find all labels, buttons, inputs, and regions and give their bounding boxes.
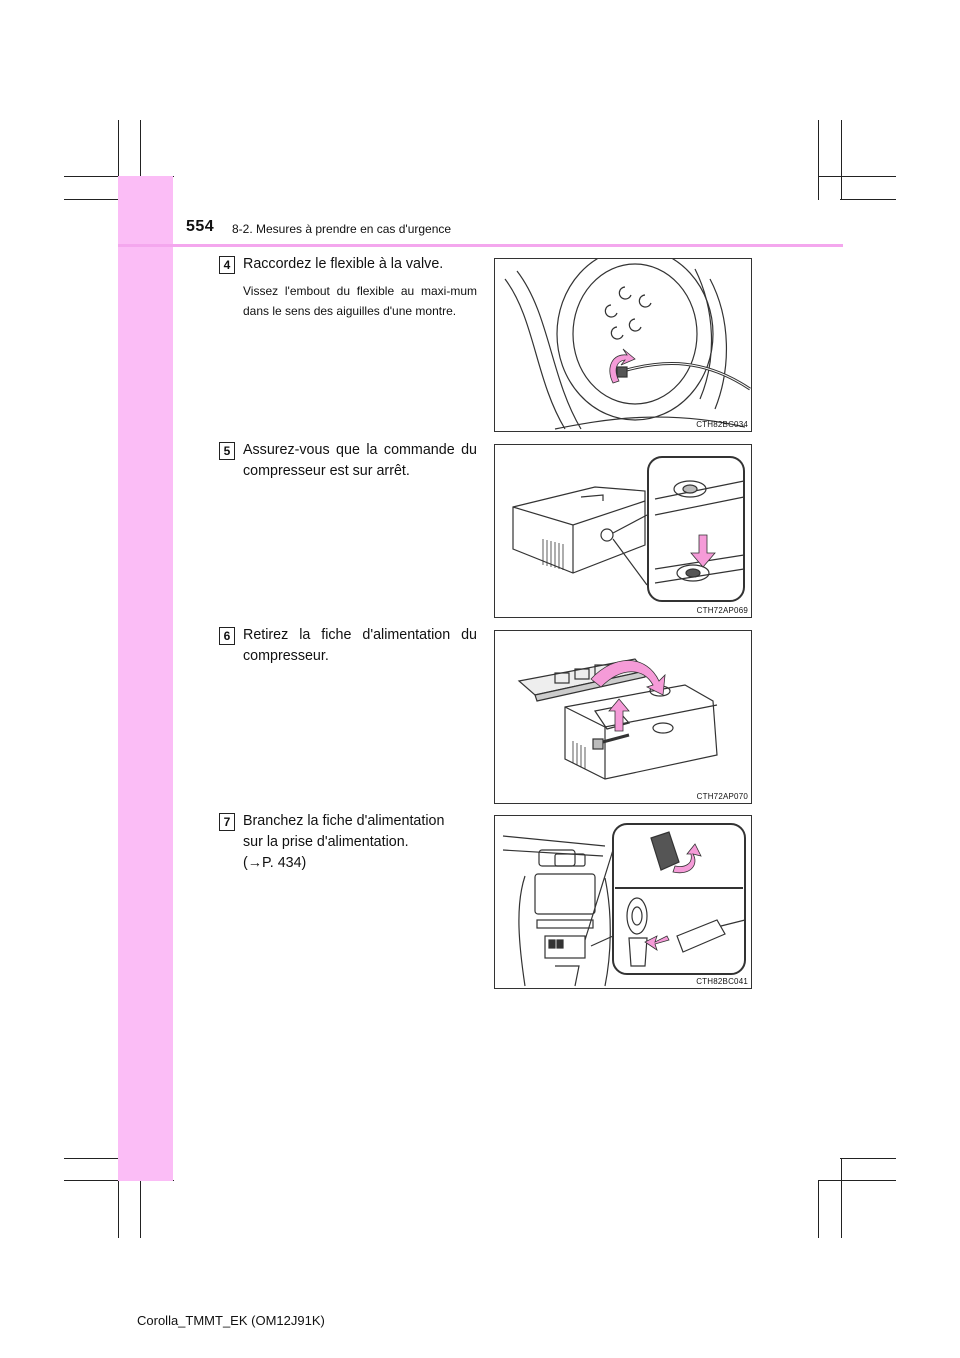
crop-mark xyxy=(140,1180,141,1238)
crop-mark xyxy=(840,1158,896,1159)
page-reference-link[interactable]: (→P. 434) xyxy=(243,855,307,871)
figure-power-outlet xyxy=(494,815,752,989)
figure-code: CTH72AP070 xyxy=(696,792,748,801)
header-divider xyxy=(118,244,843,247)
step-title xyxy=(243,440,477,482)
crop-mark xyxy=(840,199,896,200)
crop-mark xyxy=(818,176,896,177)
crop-mark xyxy=(818,120,819,200)
crop-mark xyxy=(841,120,842,200)
step-title-text: Retirez la fiche d'alimentation du compresseur. xyxy=(243,627,477,664)
step-title-text: Assurez-vous que la commande du compresseur est sur arrêt. xyxy=(243,442,477,479)
step-number-badge: 6 xyxy=(219,627,235,645)
step-title xyxy=(243,625,477,667)
step-title-line: sur la prise d'alimentation. xyxy=(243,834,409,850)
section-title: 8-2. Mesures à prendre en cas d'urgence xyxy=(232,222,452,236)
page-number: 554 xyxy=(186,218,215,235)
step-number-badge: 7 xyxy=(219,813,235,831)
figure-compressor-plug xyxy=(494,630,752,804)
figure-compressor-switch xyxy=(494,444,752,618)
tire-valve-hose-illustration xyxy=(495,259,751,431)
power-outlet-illustration xyxy=(495,816,751,988)
footer-model: Corolla_TMMT_EK (OM12J91K) xyxy=(137,1313,325,1328)
step-detail: Vissez l'embout du flexible au maxi-mum dans le sens des aiguilles d'une montre. xyxy=(243,284,477,318)
step-number-badge: 4 xyxy=(219,256,235,274)
figure-tire-valve xyxy=(494,258,752,432)
crop-mark xyxy=(841,1158,842,1238)
compressor-plug-illustration xyxy=(495,631,751,803)
chapter-sidebar-tab xyxy=(118,176,173,1181)
figure-code: CTH82BC034 xyxy=(696,420,748,429)
step-number-badge: 5 xyxy=(219,442,235,460)
step-title-line: Branchez la fiche d'alimentation xyxy=(243,813,445,829)
crop-mark xyxy=(818,1180,819,1238)
step-title xyxy=(243,811,477,874)
figure-code: CTH72AP069 xyxy=(696,606,748,615)
figure-code: CTH82BC041 xyxy=(696,977,748,986)
step-title: Raccordez le flexible à la valve. xyxy=(243,256,444,272)
compressor-switch-illustration xyxy=(495,445,751,617)
crop-mark xyxy=(818,1180,896,1181)
